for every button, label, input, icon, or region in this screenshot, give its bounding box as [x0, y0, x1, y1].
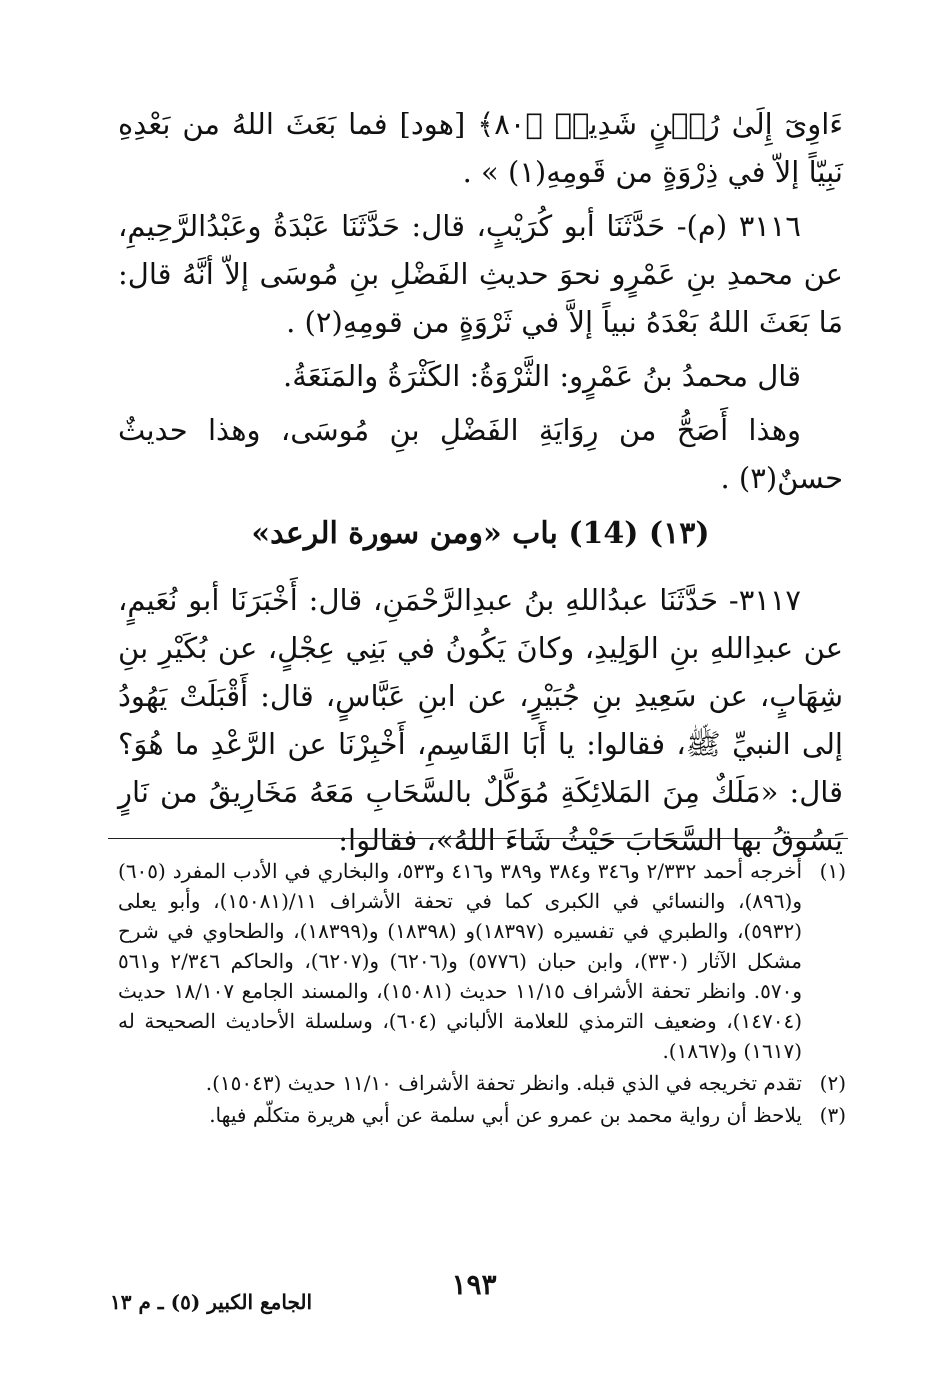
paragraph-grading: وهذا أَصَحُّ من رِوَايَةِ الفَضْلِ بنِ مُوسَى، وهذا حديثٌ حسنٌ(٣) . [118, 413, 843, 495]
printer-signature: الجامع الكبير (٥) ـ م ١٣ [110, 1290, 313, 1314]
footnote-1 [118, 856, 846, 1066]
paragraph-hadith-3116: ٣١١٦ (م)- حَدَّثَنَا أبو كُرَيْبٍ، قال: حَدَّثَنَا عَبْدَةُ وعَبْدُالرَّحِيمِ، عن محمدِ بنِ عَمْرٍو نحوَ حديثِ الفَضْلِ بنِ مُوسَى إلاّ أنَّهُ قال: مَا بَعَثَ اللهُ بَعْدَهُ نبياً إلاَّ في ثَرْوَةٍ من قومِهِ(٢) . [118, 209, 843, 339]
footnote-text: أخرجه أحمد ٢/٣٣٢ و٣٤٦ و٣٨٤ و٣٨٩ و٤١٦ و٥٣٣، والبخاري في الأدب المفرد (٦٠٥) و(٨٩٦)، والنسائي في الكبرى كما في تحفة الأشراف ١١/(١٥٠٨١)، وأبو يعلى (٥٩٣٢)، والطبري في تفسيره (١٨٣٩٧)و (١٨٣٩٨) و(١٨٣٩٩)، والطحاوي في شرح مشكل الآثار (٣٣٠)، وابن حبان (٥٧٧٦) و(٦٢٠٦) و(٦٢٠٧)، والحاكم ٢/٣٤٦ و٥٦١ و٥٧٠. وانظر تحفة الأشراف ١١/١٥ حديث (١٥٠٨١)، والمسند الجامع ١٨/١٠٧ حديث (١٤٧٠٤)، وضعيف الترمذي للعلامة الألباني (٦٠٤)، وسلسلة الأحاديث الصحيحة له (١٦١٧) و(١٨٦٧). [118, 859, 803, 1063]
footnote-text: يلاحظ أن رواية محمد بن عمرو عن أبي سلمة عن أبي هريرة متكلّم فيها. [209, 1103, 802, 1127]
footnote-2 [118, 1068, 846, 1098]
footnote-number: (١) [819, 859, 846, 883]
footnotes [118, 856, 846, 1132]
footnote-3 [118, 1100, 846, 1130]
footnote-divider [108, 838, 848, 839]
main-text [118, 100, 843, 870]
paragraph-definition: قال محمدُ بنُ عَمْرٍو: الثَّرْوَةُ: الكَثْرَةُ والمَنَعَةُ. [283, 359, 801, 393]
footnote-number: (٢) [819, 1071, 846, 1095]
footnote-text: تقدم تخريجه في الذي قبله. وانظر تحفة الأشراف ١١/١٠ حديث (١٥٠٤٣). [205, 1071, 802, 1095]
page-number: ١٩٣ [451, 1268, 497, 1301]
paragraph-hadith-3117: ٣١١٧- حَدَّثَنَا عبدُاللهِ بنُ عبدِالرَّحْمَنِ، قال: أَخْبَرَنَا أبو نُعَيمٍ، عن عبدِاللهِ بنِ الوَلِيدِ، وكانَ يَكُونُ في بَنِي عِجْلٍ، عن بُكَيْرِ بنِ شِهَابٍ، عن سَعِيدِ بنِ جُبَيْرٍ، عن ابنِ عَبَّاسٍ، قال: أَقْبَلَتْ يَهُودُ إلى النبيِّ ﷺ، فقالوا: يا أَبَا القَاسِمِ، أَخْبِرْنَا عن الرَّعْدِ ما هُوَ؟ قال: «مَلَكٌ مِنَ المَلائِكَةِ مُوَكَّلٌ بالسَّحَابِ مَعَهُ مَخَارِيقُ من نَارٍ يَسُوقُ بها السَّحَابَ حَيْثُ شَاءَ اللهُ»، فقالوا: [118, 583, 843, 857]
paragraph-quran-continuation: ءَاوِىٓ إِلَىٰ رُكۡنٍ شَدِيدٖ ﴿٨٠﴾ [هود] فما بَعَثَ اللهُ من بَعْدِهِ نَبِيّاً إلاّ في ذِرْوَةٍ من قَومِهِ(١) » . [118, 107, 843, 189]
chapter-heading: (١٣) (14) باب «ومن سورة الرعد» [251, 516, 710, 551]
footnote-number: (٣) [819, 1103, 846, 1127]
